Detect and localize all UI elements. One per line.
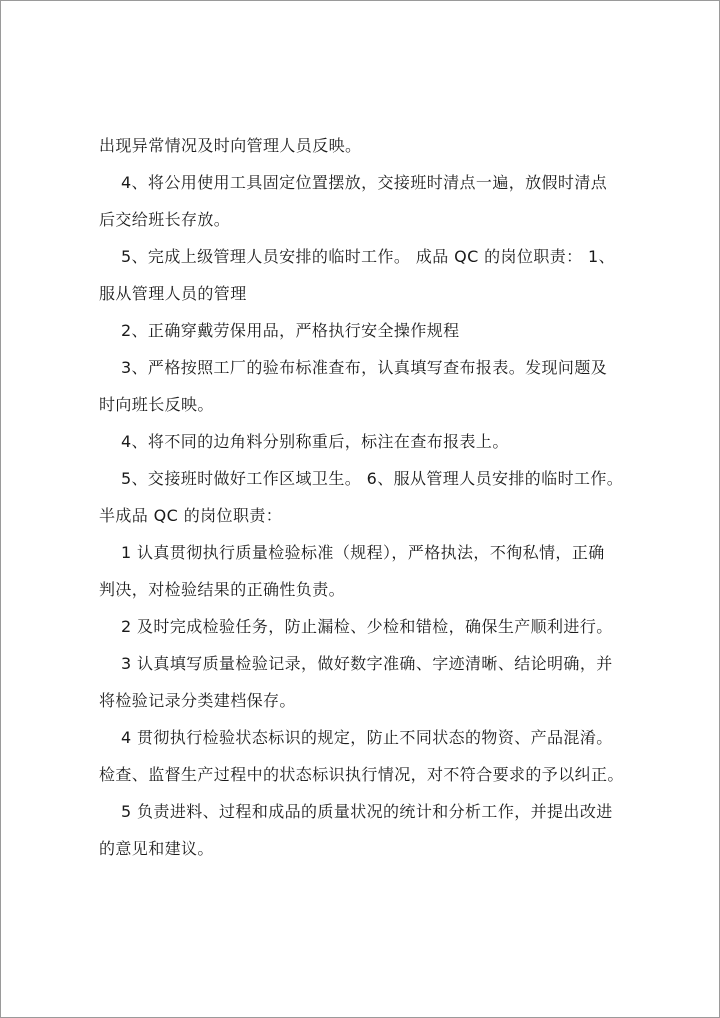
text-line: 4、将公用使用工具固定位置摆放，交接班时清点一遍，放假时清点: [99, 173, 608, 192]
document-body: [99, 127, 635, 867]
text-line: 5、完成上级管理人员安排的临时工作。 成品 QC 的岗位职责： 1、: [99, 247, 616, 266]
text-line: 2 及时完成检验任务，防止漏检、少检和错检，确保生产顺利进行。: [99, 617, 613, 636]
text-line: 4 贯彻执行检验状态标识的规定，防止不同状态的物资、产品混淆。: [99, 728, 613, 747]
text-line: 的意见和建议。: [99, 839, 214, 858]
text-line: 检查、监督生产过程中的状态标识执行情况，对不符合要求的予以纠正。: [99, 765, 624, 784]
text-line: 5 负责进料、过程和成品的质量状况的统计和分析工作，并提出改进: [99, 802, 613, 821]
text-line: 1 认真贯彻执行质量检验标准（规程），严格执法，不徇私情，正确: [99, 543, 605, 562]
text-line: 5、交接班时做好工作区域卫生。 6、服从管理人员安排的临时工作。: [99, 469, 624, 488]
text-line: 服从管理人员的管理: [99, 284, 247, 303]
text-line: 2、正确穿戴劳保用品，严格执行安全操作规程: [99, 321, 460, 340]
text-line: 将检验记录分类建档保存。: [99, 691, 296, 710]
text-line: 判决，对检验结果的正确性负责。: [99, 580, 346, 599]
text-line: 半成品 QC 的岗位职责：: [99, 506, 283, 525]
text-line: 时向班长反映。: [99, 395, 214, 414]
text-line: 3、严格按照工厂的验布标准查布，认真填写查布报表。发现问题及: [99, 358, 608, 377]
text-line: 4、将不同的边角料分别称重后，标注在查布报表上。: [99, 432, 509, 451]
text-line: 后交给班长存放。: [99, 210, 231, 229]
text-line: 3 认真填写质量检验记录，做好数字准确、字迹清晰、结论明确，并: [99, 654, 613, 673]
text-line: 出现异常情况及时向管理人员反映。: [99, 136, 362, 155]
